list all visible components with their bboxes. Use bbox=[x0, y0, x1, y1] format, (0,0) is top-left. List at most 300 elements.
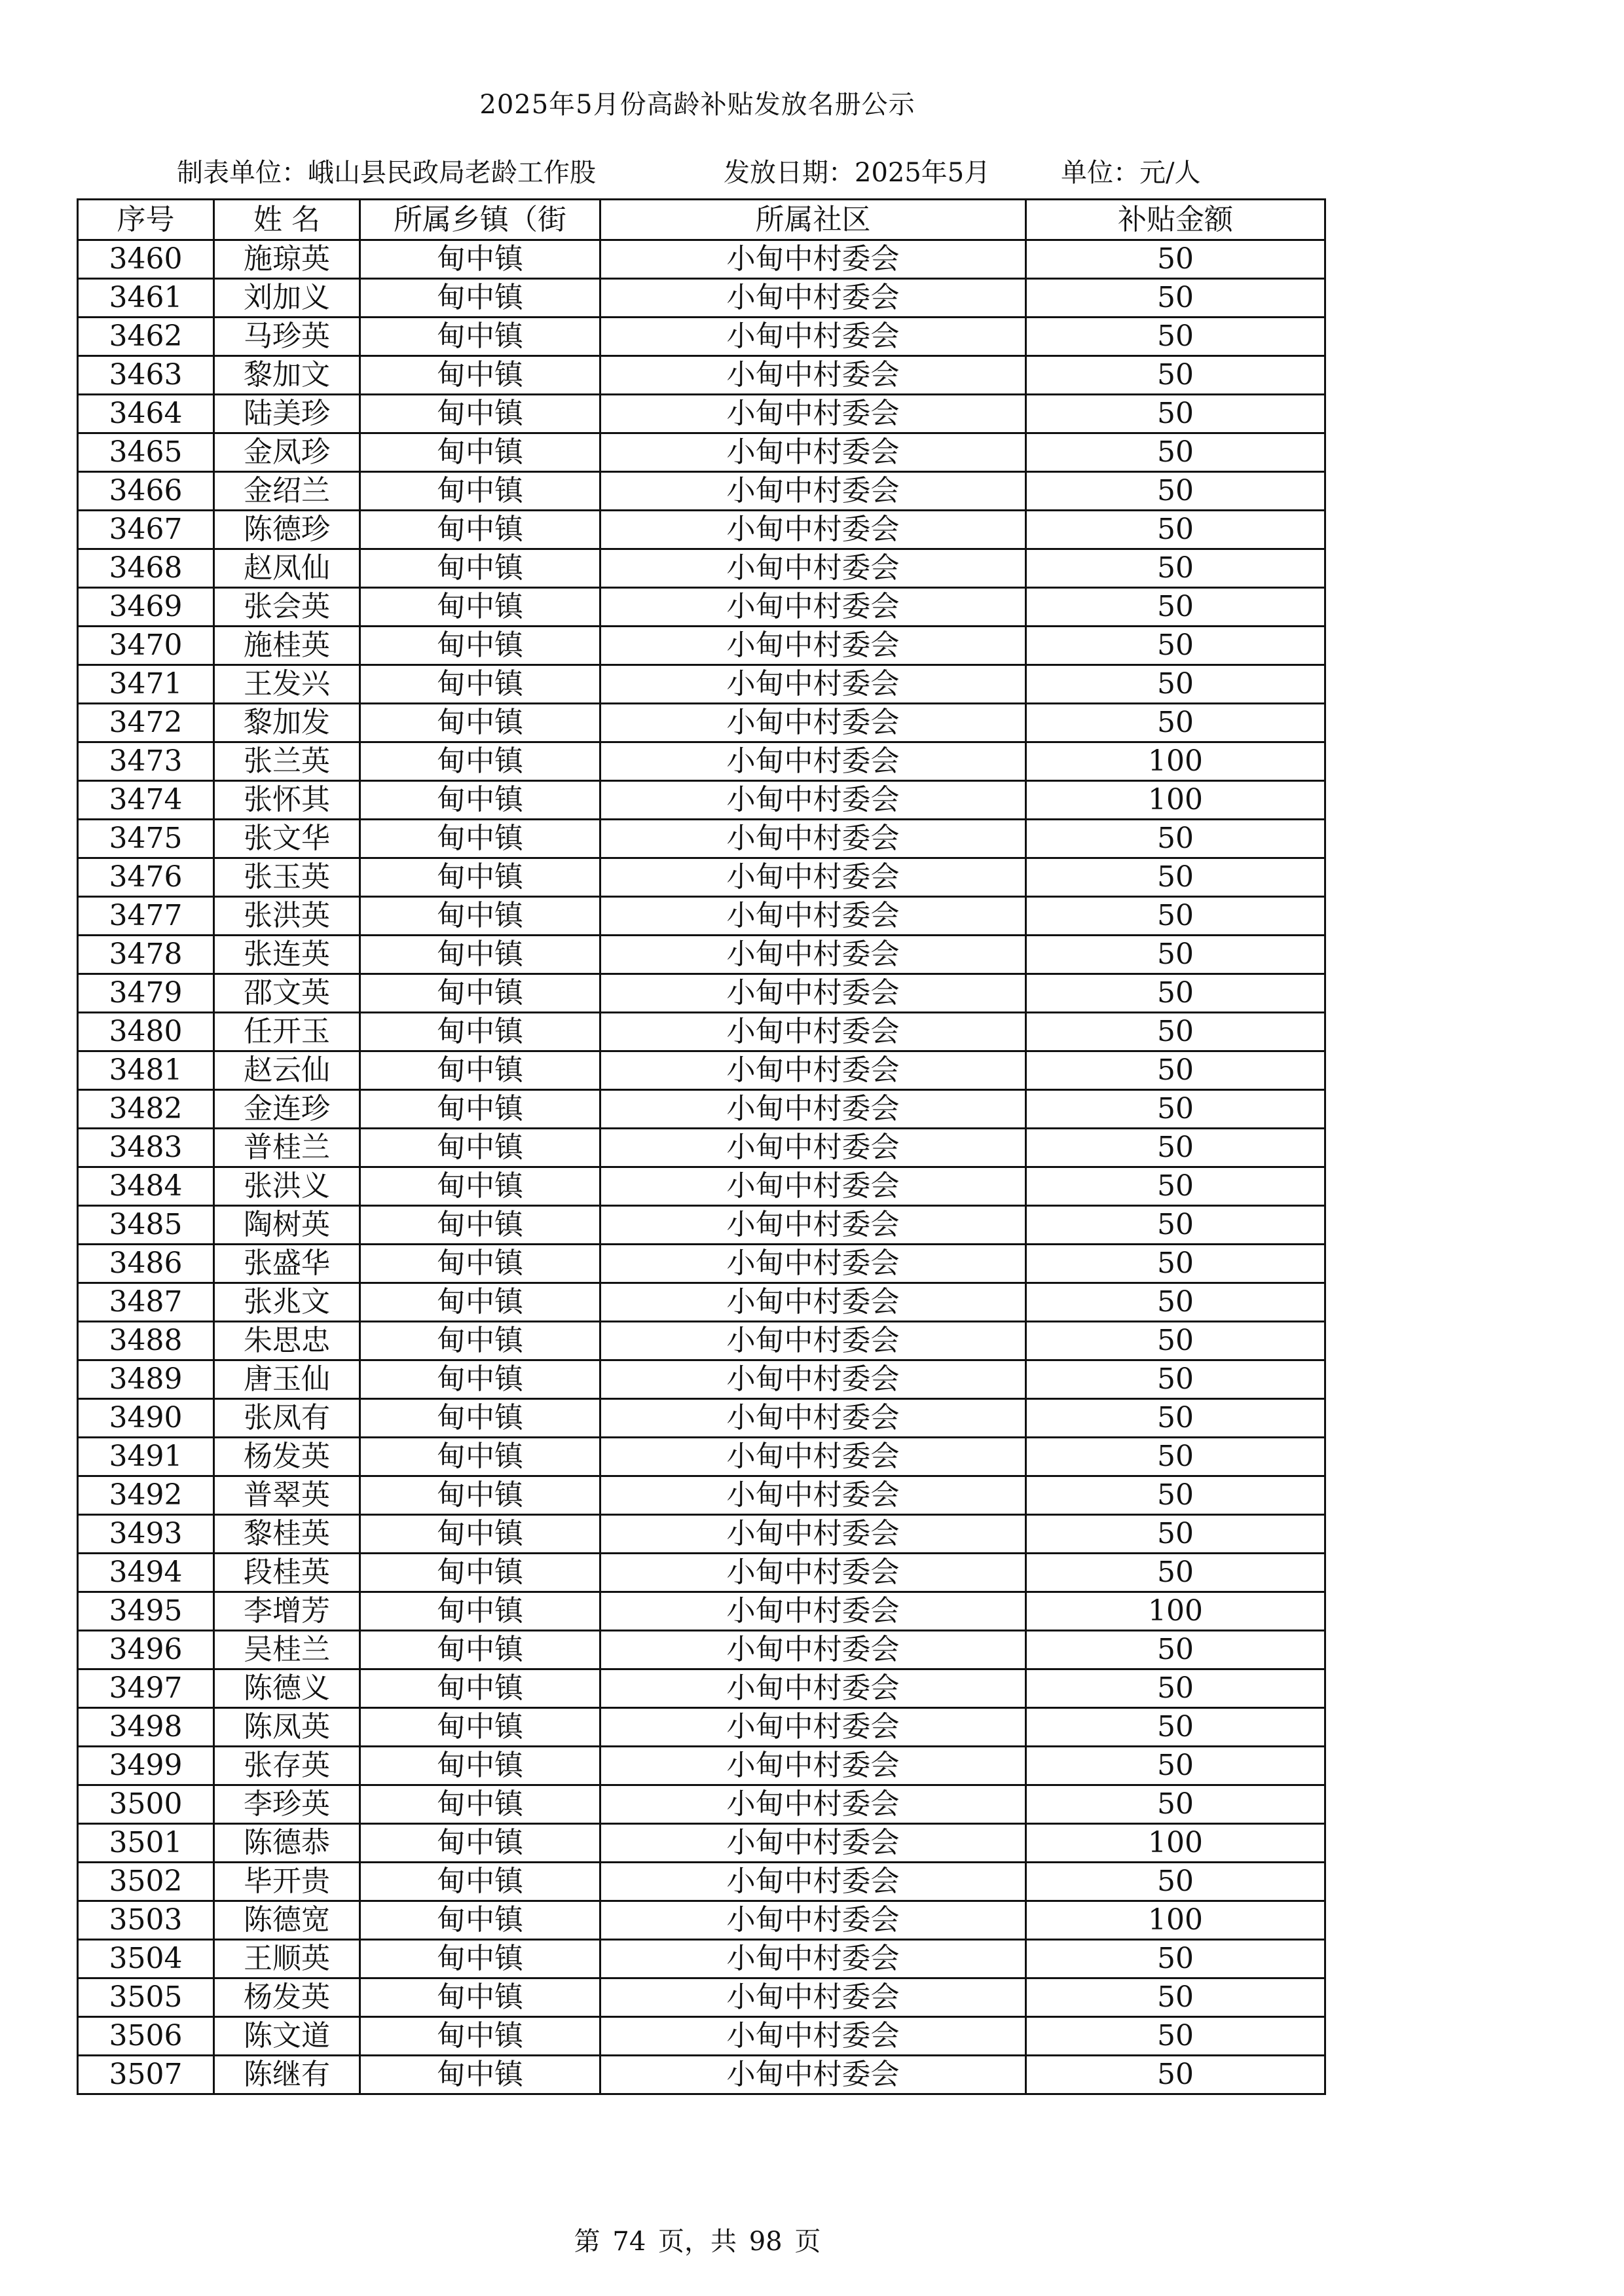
community-cell: 小甸中村委会 bbox=[600, 1013, 1026, 1051]
name-cell: 李珍英 bbox=[214, 1785, 360, 1824]
township-cell: 甸中镇 bbox=[360, 356, 600, 395]
community-cell: 小甸中村委会 bbox=[600, 781, 1026, 820]
serial-cell: 3467 bbox=[78, 511, 214, 549]
amount-cell: 50 bbox=[1026, 1322, 1325, 1360]
serial-cell: 3462 bbox=[78, 318, 214, 356]
table-row bbox=[78, 704, 1325, 742]
name-cell: 赵云仙 bbox=[214, 1051, 360, 1090]
township-cell: 甸中镇 bbox=[360, 1554, 600, 1592]
amount-cell: 50 bbox=[1026, 2017, 1325, 2056]
serial-cell: 3468 bbox=[78, 549, 214, 588]
name-cell: 陈德宽 bbox=[214, 1901, 360, 1940]
township-cell: 甸中镇 bbox=[360, 1708, 600, 1747]
table-row bbox=[78, 1360, 1325, 1399]
township-cell: 甸中镇 bbox=[360, 2017, 600, 2056]
serial-cell: 3500 bbox=[78, 1785, 214, 1824]
serial-cell: 3472 bbox=[78, 704, 214, 742]
amount-cell: 50 bbox=[1026, 1747, 1325, 1785]
table-row bbox=[78, 1051, 1325, 1090]
amount-cell: 50 bbox=[1026, 356, 1325, 395]
township-cell: 甸中镇 bbox=[360, 240, 600, 279]
serial-cell: 3496 bbox=[78, 1631, 214, 1669]
serial-cell: 3490 bbox=[78, 1399, 214, 1438]
serial-cell: 3475 bbox=[78, 820, 214, 858]
table-row bbox=[78, 1438, 1325, 1476]
community-cell: 小甸中村委会 bbox=[600, 1824, 1026, 1863]
township-cell: 甸中镇 bbox=[360, 1940, 600, 1978]
community-cell: 小甸中村委会 bbox=[600, 588, 1026, 627]
amount-cell: 50 bbox=[1026, 974, 1325, 1013]
unit-label: 单位：元/人 bbox=[1061, 158, 1201, 188]
serial-cell: 3485 bbox=[78, 1206, 214, 1245]
serial-cell: 3506 bbox=[78, 2017, 214, 2056]
community-cell: 小甸中村委会 bbox=[600, 433, 1026, 472]
name-cell: 张玉英 bbox=[214, 858, 360, 897]
name-cell: 赵凤仙 bbox=[214, 549, 360, 588]
amount-cell: 50 bbox=[1026, 1940, 1325, 1978]
township-cell: 甸中镇 bbox=[360, 433, 600, 472]
amount-cell: 50 bbox=[1026, 1631, 1325, 1669]
amount-cell: 50 bbox=[1026, 1708, 1325, 1747]
table-row bbox=[78, 1167, 1325, 1206]
township-cell: 甸中镇 bbox=[360, 1322, 600, 1360]
name-cell: 黎桂英 bbox=[214, 1515, 360, 1554]
name-cell: 黎加文 bbox=[214, 356, 360, 395]
community-cell: 小甸中村委会 bbox=[600, 1167, 1026, 1206]
name-cell: 陈凤英 bbox=[214, 1708, 360, 1747]
amount-cell: 50 bbox=[1026, 433, 1325, 472]
name-cell: 张会英 bbox=[214, 588, 360, 627]
table-row bbox=[78, 1631, 1325, 1669]
table-row bbox=[78, 897, 1325, 936]
amount-cell: 50 bbox=[1026, 897, 1325, 936]
township-cell: 甸中镇 bbox=[360, 820, 600, 858]
serial-cell: 3465 bbox=[78, 433, 214, 472]
table-row bbox=[78, 1476, 1325, 1515]
township-cell: 甸中镇 bbox=[360, 936, 600, 974]
name-cell: 普桂兰 bbox=[214, 1129, 360, 1167]
table-row bbox=[78, 549, 1325, 588]
amount-cell: 50 bbox=[1026, 240, 1325, 279]
community-cell: 小甸中村委会 bbox=[600, 1554, 1026, 1592]
amount-cell: 50 bbox=[1026, 1669, 1325, 1708]
serial-cell: 3477 bbox=[78, 897, 214, 936]
amount-cell: 50 bbox=[1026, 1554, 1325, 1592]
amount-cell: 50 bbox=[1026, 588, 1325, 627]
amount-cell: 50 bbox=[1026, 549, 1325, 588]
table-row bbox=[78, 1708, 1325, 1747]
name-cell: 金绍兰 bbox=[214, 472, 360, 511]
amount-cell: 50 bbox=[1026, 1167, 1325, 1206]
amount-cell: 50 bbox=[1026, 318, 1325, 356]
name-cell: 李增芳 bbox=[214, 1592, 360, 1631]
header-serial: 序号 bbox=[78, 200, 214, 240]
table-row bbox=[78, 627, 1325, 665]
community-cell: 小甸中村委会 bbox=[600, 1476, 1026, 1515]
township-cell: 甸中镇 bbox=[360, 1785, 600, 1824]
serial-cell: 3505 bbox=[78, 1978, 214, 2017]
community-cell: 小甸中村委会 bbox=[600, 240, 1026, 279]
name-cell: 张兰英 bbox=[214, 742, 360, 781]
serial-cell: 3478 bbox=[78, 936, 214, 974]
township-cell: 甸中镇 bbox=[360, 588, 600, 627]
township-cell: 甸中镇 bbox=[360, 279, 600, 318]
serial-cell: 3499 bbox=[78, 1747, 214, 1785]
community-cell: 小甸中村委会 bbox=[600, 1669, 1026, 1708]
amount-cell: 50 bbox=[1026, 704, 1325, 742]
community-cell: 小甸中村委会 bbox=[600, 1592, 1026, 1631]
township-cell: 甸中镇 bbox=[360, 1090, 600, 1129]
community-cell: 小甸中村委会 bbox=[600, 1360, 1026, 1399]
name-cell: 唐玉仙 bbox=[214, 1360, 360, 1399]
community-cell: 小甸中村委会 bbox=[600, 356, 1026, 395]
township-cell: 甸中镇 bbox=[360, 781, 600, 820]
township-cell: 甸中镇 bbox=[360, 1206, 600, 1245]
serial-cell: 3482 bbox=[78, 1090, 214, 1129]
table-row bbox=[78, 511, 1325, 549]
township-cell: 甸中镇 bbox=[360, 742, 600, 781]
table-body bbox=[78, 240, 1325, 2094]
amount-cell: 50 bbox=[1026, 1283, 1325, 1322]
township-cell: 甸中镇 bbox=[360, 1013, 600, 1051]
township-cell: 甸中镇 bbox=[360, 1476, 600, 1515]
amount-cell: 50 bbox=[1026, 820, 1325, 858]
name-cell: 张凤有 bbox=[214, 1399, 360, 1438]
community-cell: 小甸中村委会 bbox=[600, 820, 1026, 858]
table-row bbox=[78, 1824, 1325, 1863]
amount-cell: 50 bbox=[1026, 1051, 1325, 1090]
amount-cell: 100 bbox=[1026, 742, 1325, 781]
amount-cell: 50 bbox=[1026, 1129, 1325, 1167]
township-cell: 甸中镇 bbox=[360, 704, 600, 742]
table-row bbox=[78, 1399, 1325, 1438]
table-row bbox=[78, 858, 1325, 897]
table-row bbox=[78, 1785, 1325, 1824]
community-cell: 小甸中村委会 bbox=[600, 1051, 1026, 1090]
serial-cell: 3484 bbox=[78, 1167, 214, 1206]
issuer-label: 制表单位：峨山县民政局老龄工作股 bbox=[177, 158, 596, 188]
table-row bbox=[78, 1940, 1325, 1978]
community-cell: 小甸中村委会 bbox=[600, 1322, 1026, 1360]
table-header-row bbox=[78, 200, 1325, 240]
table-row bbox=[78, 240, 1325, 279]
community-cell: 小甸中村委会 bbox=[600, 1901, 1026, 1940]
serial-cell: 3495 bbox=[78, 1592, 214, 1631]
serial-cell: 3480 bbox=[78, 1013, 214, 1051]
header-amount: 补贴金额 bbox=[1026, 200, 1325, 240]
community-cell: 小甸中村委会 bbox=[600, 974, 1026, 1013]
amount-cell: 50 bbox=[1026, 1399, 1325, 1438]
community-cell: 小甸中村委会 bbox=[600, 2017, 1026, 2056]
serial-cell: 3504 bbox=[78, 1940, 214, 1978]
header-name: 姓 名 bbox=[214, 200, 360, 240]
table-row bbox=[78, 1013, 1325, 1051]
name-cell: 毕开贵 bbox=[214, 1863, 360, 1901]
amount-cell: 50 bbox=[1026, 511, 1325, 549]
amount-cell: 50 bbox=[1026, 1978, 1325, 2017]
serial-cell: 3479 bbox=[78, 974, 214, 1013]
township-cell: 甸中镇 bbox=[360, 1167, 600, 1206]
township-cell: 甸中镇 bbox=[360, 1669, 600, 1708]
table-row bbox=[78, 2056, 1325, 2094]
name-cell: 王顺英 bbox=[214, 1940, 360, 1978]
name-cell: 任开玉 bbox=[214, 1013, 360, 1051]
township-cell: 甸中镇 bbox=[360, 1901, 600, 1940]
amount-cell: 50 bbox=[1026, 1360, 1325, 1399]
amount-cell: 50 bbox=[1026, 1863, 1325, 1901]
name-cell: 吴桂兰 bbox=[214, 1631, 360, 1669]
township-cell: 甸中镇 bbox=[360, 1051, 600, 1090]
header-community: 所属社区 bbox=[600, 200, 1026, 240]
name-cell: 张连英 bbox=[214, 936, 360, 974]
serial-cell: 3460 bbox=[78, 240, 214, 279]
township-cell: 甸中镇 bbox=[360, 858, 600, 897]
amount-cell: 100 bbox=[1026, 1824, 1325, 1863]
township-cell: 甸中镇 bbox=[360, 1399, 600, 1438]
table-row bbox=[78, 820, 1325, 858]
table-row bbox=[78, 1515, 1325, 1554]
table-row bbox=[78, 1283, 1325, 1322]
township-cell: 甸中镇 bbox=[360, 1438, 600, 1476]
serial-cell: 3471 bbox=[78, 665, 214, 704]
amount-cell: 50 bbox=[1026, 1245, 1325, 1283]
name-cell: 张存英 bbox=[214, 1747, 360, 1785]
serial-cell: 3491 bbox=[78, 1438, 214, 1476]
serial-cell: 3464 bbox=[78, 395, 214, 433]
amount-cell: 50 bbox=[1026, 395, 1325, 433]
amount-cell: 50 bbox=[1026, 1090, 1325, 1129]
serial-cell: 3476 bbox=[78, 858, 214, 897]
amount-cell: 50 bbox=[1026, 936, 1325, 974]
community-cell: 小甸中村委会 bbox=[600, 1283, 1026, 1322]
table-row bbox=[78, 974, 1325, 1013]
township-cell: 甸中镇 bbox=[360, 1129, 600, 1167]
name-cell: 张洪英 bbox=[214, 897, 360, 936]
table-row bbox=[78, 1554, 1325, 1592]
name-cell: 王发兴 bbox=[214, 665, 360, 704]
township-cell: 甸中镇 bbox=[360, 1978, 600, 2017]
name-cell: 黎加发 bbox=[214, 704, 360, 742]
community-cell: 小甸中村委会 bbox=[600, 1245, 1026, 1283]
amount-cell: 100 bbox=[1026, 781, 1325, 820]
amount-cell: 50 bbox=[1026, 1206, 1325, 1245]
community-cell: 小甸中村委会 bbox=[600, 1631, 1026, 1669]
community-cell: 小甸中村委会 bbox=[600, 1863, 1026, 1901]
township-cell: 甸中镇 bbox=[360, 974, 600, 1013]
table-row bbox=[78, 279, 1325, 318]
name-cell: 马珍英 bbox=[214, 318, 360, 356]
amount-cell: 50 bbox=[1026, 627, 1325, 665]
community-cell: 小甸中村委会 bbox=[600, 858, 1026, 897]
amount-cell: 50 bbox=[1026, 1013, 1325, 1051]
table-row bbox=[78, 1245, 1325, 1283]
community-cell: 小甸中村委会 bbox=[600, 395, 1026, 433]
table-row bbox=[78, 1322, 1325, 1360]
serial-cell: 3469 bbox=[78, 588, 214, 627]
table-row bbox=[78, 1978, 1325, 2017]
amount-cell: 50 bbox=[1026, 472, 1325, 511]
amount-cell: 50 bbox=[1026, 858, 1325, 897]
serial-cell: 3470 bbox=[78, 627, 214, 665]
name-cell: 杨发英 bbox=[214, 1978, 360, 2017]
township-cell: 甸中镇 bbox=[360, 511, 600, 549]
serial-cell: 3487 bbox=[78, 1283, 214, 1322]
table-row bbox=[78, 1206, 1325, 1245]
serial-cell: 3498 bbox=[78, 1708, 214, 1747]
serial-cell: 3474 bbox=[78, 781, 214, 820]
name-cell: 张兆文 bbox=[214, 1283, 360, 1322]
issue-date-label: 发放日期：2025年5月 bbox=[724, 158, 991, 188]
community-cell: 小甸中村委会 bbox=[600, 1090, 1026, 1129]
community-cell: 小甸中村委会 bbox=[600, 704, 1026, 742]
serial-cell: 3492 bbox=[78, 1476, 214, 1515]
community-cell: 小甸中村委会 bbox=[600, 897, 1026, 936]
subsidy-roster-table bbox=[77, 198, 1326, 2095]
community-cell: 小甸中村委会 bbox=[600, 472, 1026, 511]
table-row bbox=[78, 318, 1325, 356]
community-cell: 小甸中村委会 bbox=[600, 549, 1026, 588]
name-cell: 陈德义 bbox=[214, 1669, 360, 1708]
name-cell: 刘加义 bbox=[214, 279, 360, 318]
serial-cell: 3507 bbox=[78, 2056, 214, 2094]
township-cell: 甸中镇 bbox=[360, 472, 600, 511]
community-cell: 小甸中村委会 bbox=[600, 742, 1026, 781]
name-cell: 陈继有 bbox=[214, 2056, 360, 2094]
township-cell: 甸中镇 bbox=[360, 1245, 600, 1283]
name-cell: 段桂英 bbox=[214, 1554, 360, 1592]
serial-cell: 3483 bbox=[78, 1129, 214, 1167]
community-cell: 小甸中村委会 bbox=[600, 665, 1026, 704]
amount-cell: 100 bbox=[1026, 1592, 1325, 1631]
table-row bbox=[78, 588, 1325, 627]
serial-cell: 3481 bbox=[78, 1051, 214, 1090]
community-cell: 小甸中村委会 bbox=[600, 936, 1026, 974]
amount-cell: 50 bbox=[1026, 1785, 1325, 1824]
table-row bbox=[78, 742, 1325, 781]
township-cell: 甸中镇 bbox=[360, 1515, 600, 1554]
community-cell: 小甸中村委会 bbox=[600, 1940, 1026, 1978]
name-cell: 陈德恭 bbox=[214, 1824, 360, 1863]
table-row bbox=[78, 936, 1325, 974]
serial-cell: 3489 bbox=[78, 1360, 214, 1399]
township-cell: 甸中镇 bbox=[360, 1631, 600, 1669]
township-cell: 甸中镇 bbox=[360, 627, 600, 665]
name-cell: 朱思忠 bbox=[214, 1322, 360, 1360]
name-cell: 张洪义 bbox=[214, 1167, 360, 1206]
name-cell: 施桂英 bbox=[214, 627, 360, 665]
community-cell: 小甸中村委会 bbox=[600, 511, 1026, 549]
table-row bbox=[78, 2017, 1325, 2056]
name-cell: 金连珍 bbox=[214, 1090, 360, 1129]
community-cell: 小甸中村委会 bbox=[600, 1708, 1026, 1747]
table-row bbox=[78, 1863, 1325, 1901]
township-cell: 甸中镇 bbox=[360, 1863, 600, 1901]
serial-cell: 3461 bbox=[78, 279, 214, 318]
community-cell: 小甸中村委会 bbox=[600, 1978, 1026, 2017]
community-cell: 小甸中村委会 bbox=[600, 1129, 1026, 1167]
township-cell: 甸中镇 bbox=[360, 665, 600, 704]
community-cell: 小甸中村委会 bbox=[600, 1747, 1026, 1785]
serial-cell: 3494 bbox=[78, 1554, 214, 1592]
table-row bbox=[78, 1129, 1325, 1167]
document-title: 2025年5月份高龄补贴发放名册公示 bbox=[479, 90, 915, 120]
name-cell: 张文华 bbox=[214, 820, 360, 858]
name-cell: 陆美珍 bbox=[214, 395, 360, 433]
name-cell: 陈文道 bbox=[214, 2017, 360, 2056]
table-row bbox=[78, 781, 1325, 820]
serial-cell: 3501 bbox=[78, 1824, 214, 1863]
table-row bbox=[78, 1090, 1325, 1129]
name-cell: 杨发英 bbox=[214, 1438, 360, 1476]
table-row bbox=[78, 1669, 1325, 1708]
community-cell: 小甸中村委会 bbox=[600, 279, 1026, 318]
township-cell: 甸中镇 bbox=[360, 897, 600, 936]
name-cell: 陶树英 bbox=[214, 1206, 360, 1245]
township-cell: 甸中镇 bbox=[360, 1360, 600, 1399]
community-cell: 小甸中村委会 bbox=[600, 1515, 1026, 1554]
township-cell: 甸中镇 bbox=[360, 395, 600, 433]
community-cell: 小甸中村委会 bbox=[600, 1438, 1026, 1476]
table-row bbox=[78, 1747, 1325, 1785]
table-row bbox=[78, 433, 1325, 472]
serial-cell: 3503 bbox=[78, 1901, 214, 1940]
amount-cell: 50 bbox=[1026, 279, 1325, 318]
name-cell: 普翠英 bbox=[214, 1476, 360, 1515]
serial-cell: 3486 bbox=[78, 1245, 214, 1283]
name-cell: 施琼英 bbox=[214, 240, 360, 279]
community-cell: 小甸中村委会 bbox=[600, 1206, 1026, 1245]
amount-cell: 50 bbox=[1026, 665, 1325, 704]
community-cell: 小甸中村委会 bbox=[600, 1399, 1026, 1438]
serial-cell: 3466 bbox=[78, 472, 214, 511]
name-cell: 邵文英 bbox=[214, 974, 360, 1013]
table-row bbox=[78, 1901, 1325, 1940]
table-row bbox=[78, 1592, 1325, 1631]
amount-cell: 50 bbox=[1026, 1476, 1325, 1515]
township-cell: 甸中镇 bbox=[360, 1283, 600, 1322]
amount-cell: 50 bbox=[1026, 2056, 1325, 2094]
community-cell: 小甸中村委会 bbox=[600, 318, 1026, 356]
township-cell: 甸中镇 bbox=[360, 2056, 600, 2094]
table-row bbox=[78, 356, 1325, 395]
township-cell: 甸中镇 bbox=[360, 1592, 600, 1631]
name-cell: 张盛华 bbox=[214, 1245, 360, 1283]
serial-cell: 3493 bbox=[78, 1515, 214, 1554]
table-row bbox=[78, 472, 1325, 511]
township-cell: 甸中镇 bbox=[360, 318, 600, 356]
name-cell: 金凤珍 bbox=[214, 433, 360, 472]
township-cell: 甸中镇 bbox=[360, 549, 600, 588]
township-cell: 甸中镇 bbox=[360, 1747, 600, 1785]
serial-cell: 3502 bbox=[78, 1863, 214, 1901]
township-cell: 甸中镇 bbox=[360, 1824, 600, 1863]
community-cell: 小甸中村委会 bbox=[600, 1785, 1026, 1824]
page-number: 第 74 页，共 98 页 bbox=[574, 2227, 821, 2257]
serial-cell: 3488 bbox=[78, 1322, 214, 1360]
name-cell: 张怀其 bbox=[214, 781, 360, 820]
amount-cell: 50 bbox=[1026, 1438, 1325, 1476]
community-cell: 小甸中村委会 bbox=[600, 2056, 1026, 2094]
community-cell: 小甸中村委会 bbox=[600, 627, 1026, 665]
table-row bbox=[78, 395, 1325, 433]
table-row bbox=[78, 665, 1325, 704]
amount-cell: 50 bbox=[1026, 1515, 1325, 1554]
header-township: 所属乡镇（街 bbox=[360, 200, 600, 240]
serial-cell: 3497 bbox=[78, 1669, 214, 1708]
serial-cell: 3463 bbox=[78, 356, 214, 395]
serial-cell: 3473 bbox=[78, 742, 214, 781]
amount-cell: 100 bbox=[1026, 1901, 1325, 1940]
